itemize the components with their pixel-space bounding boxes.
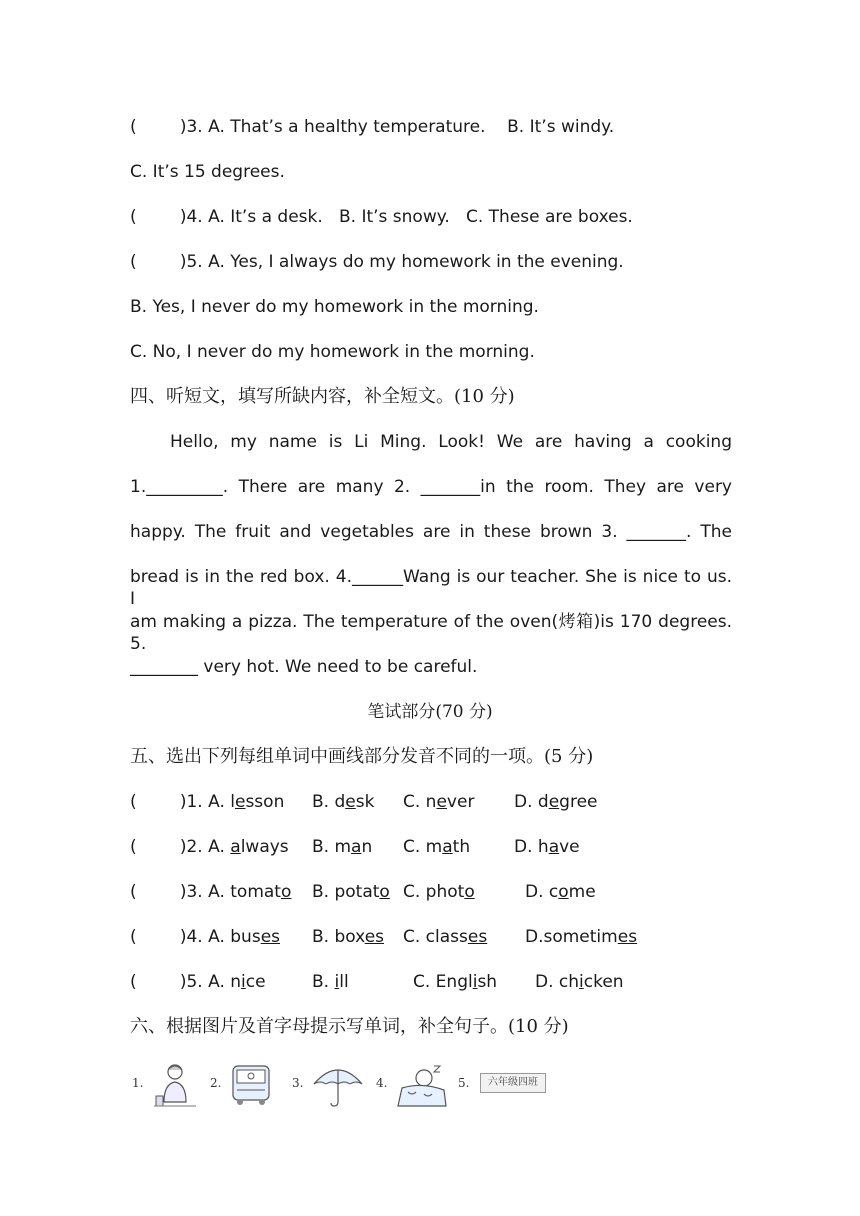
picture-number: 4. (376, 1076, 388, 1090)
underlined-letters: e (436, 792, 447, 812)
passage-line: 1._________. There are many 2. _______in the room. They are very (130, 477, 732, 497)
option-c-rest: ver (446, 792, 475, 812)
underlined-letters: o (379, 882, 390, 902)
q3-line: ( )3. A. That’s a healthy temperature. B. It’s windy. (130, 117, 615, 137)
option-a-text: ( )5. A. n (130, 972, 242, 992)
underlined-letters: e (234, 792, 246, 812)
sleeping-picture (394, 1062, 450, 1110)
underlined-letters: e (345, 792, 356, 812)
option-c (403, 836, 470, 858)
option-a (130, 926, 280, 948)
option-b (312, 971, 349, 993)
option-d-rest: me (568, 882, 596, 902)
option-b-rest: ll (339, 972, 349, 992)
option-c-text: C. Engl (413, 972, 473, 992)
underlined-letters: es (364, 927, 385, 947)
option-d (514, 836, 580, 858)
option-c (403, 881, 475, 903)
option-c-rest: th (452, 837, 471, 857)
option-b-text: B. (312, 972, 335, 992)
option-b-rest: n (361, 837, 373, 857)
passage-line: ________ very hot. We need to be careful. (130, 657, 478, 677)
option-d (525, 881, 596, 903)
option-a-rest: sson (245, 792, 285, 812)
underlined-letters: es (260, 927, 281, 947)
option-a-text: ( )2. A. (130, 837, 231, 857)
underlined-letters: a (230, 837, 241, 857)
underlined-letters: o (558, 882, 569, 902)
underlined-letters: o (280, 882, 292, 902)
passage-line: happy. The fruit and vegetables are in these brown 3. _______. The (130, 522, 732, 542)
option-b-text: B. potat (312, 882, 380, 902)
option-a (130, 791, 284, 813)
underlined-letters: a (548, 837, 560, 857)
scientist-picture (152, 1062, 198, 1108)
underlined-letters: i (334, 972, 340, 992)
option-a (130, 971, 266, 993)
option-b-text: B. box (312, 927, 365, 947)
option-c (403, 791, 474, 813)
option-c (403, 926, 487, 948)
option-d-text: D. c (525, 882, 559, 902)
q5-option-c: C. No, I never do my homework in the morning. (130, 342, 535, 362)
option-d (535, 971, 624, 993)
passage-line: Hello, my name is Li Ming. Look! We are having a cooking (170, 432, 732, 452)
part6-heading: 六、根据图片及首字母提示写单词，补全句子。(10 分) (130, 1016, 569, 1037)
option-c-text: C. m (403, 837, 443, 857)
underlined-letters: es (617, 927, 638, 947)
option-a-text: ( )3. A. tomat (130, 882, 281, 902)
underlined-letters: es (467, 927, 488, 947)
option-d-text: D.sometim (525, 927, 618, 947)
underlined-letters: i (241, 972, 246, 992)
option-d-text: D. ch (535, 972, 580, 992)
picture-number: 3. (292, 1076, 304, 1090)
passage-line: am making a pizza. The temperature of the oven(烤箱)is 170 degrees. 5. (130, 612, 732, 654)
option-c (413, 971, 497, 993)
underlined-letters: o (464, 882, 475, 902)
underlined-letters: a (351, 837, 362, 857)
option-d-rest: ve (559, 837, 580, 857)
option-c-text: C. class (403, 927, 468, 947)
q5-line: ( )5. A. Yes, I always do my homework in the evening. (130, 252, 624, 272)
option-a-text: ( )4. A. bus (130, 927, 261, 947)
q4-line: ( )4. A. It’s a desk. B. It’s snowy. C. These are boxes. (130, 207, 633, 227)
option-b (312, 926, 384, 948)
underlined-letters: i (579, 972, 584, 992)
option-b-text: B. m (312, 837, 352, 857)
option-c-text: C. n (403, 792, 437, 812)
underlined-letters: i (472, 972, 478, 992)
option-a-rest: lways (240, 837, 289, 857)
option-b (312, 791, 374, 813)
part4-heading: 四、听短文，填写所缺内容，补全短文。(10 分) (130, 386, 515, 407)
picture-number: 1. (132, 1076, 144, 1090)
q3-option-c: C. It’s 15 degrees. (130, 162, 285, 182)
option-a-rest: ce (245, 972, 266, 992)
option-c-text: C. phot (403, 882, 465, 902)
option-d-text: D. h (514, 837, 549, 857)
picture-prompts (130, 1062, 560, 1112)
option-b-rest: sk (355, 792, 375, 812)
written-section-title: 笔试部分(70 分) (367, 702, 493, 722)
option-b (312, 881, 390, 903)
option-d (514, 791, 598, 813)
picture-number: 2. (210, 1076, 222, 1090)
underlined-letters: a (442, 837, 453, 857)
option-a-text: ( )1. A. l (130, 792, 235, 812)
option-b-text: B. d (312, 792, 346, 812)
bus-picture (228, 1062, 274, 1108)
picture-number: 5. (458, 1076, 470, 1090)
option-c-rest: sh (477, 972, 498, 992)
part5-heading: 五、选出下列每组单词中画线部分发音不同的一项。(5 分) (130, 746, 594, 767)
class-plaque-picture: 六年级四班 (480, 1073, 546, 1093)
underlined-letters: e (548, 792, 560, 812)
option-d (525, 926, 637, 948)
umbrella-picture (310, 1062, 366, 1108)
option-d-text: D. d (514, 792, 549, 812)
passage-line: bread is in the red box. 4.______Wang is our teacher. She is nice to us. I (130, 567, 732, 609)
option-d-rest: cken (583, 972, 624, 992)
option-a (130, 881, 291, 903)
q5-option-b: B. Yes, I never do my homework in the morning. (130, 297, 539, 317)
option-b (312, 836, 372, 858)
option-a (130, 836, 289, 858)
option-d-rest: gree (559, 792, 598, 812)
